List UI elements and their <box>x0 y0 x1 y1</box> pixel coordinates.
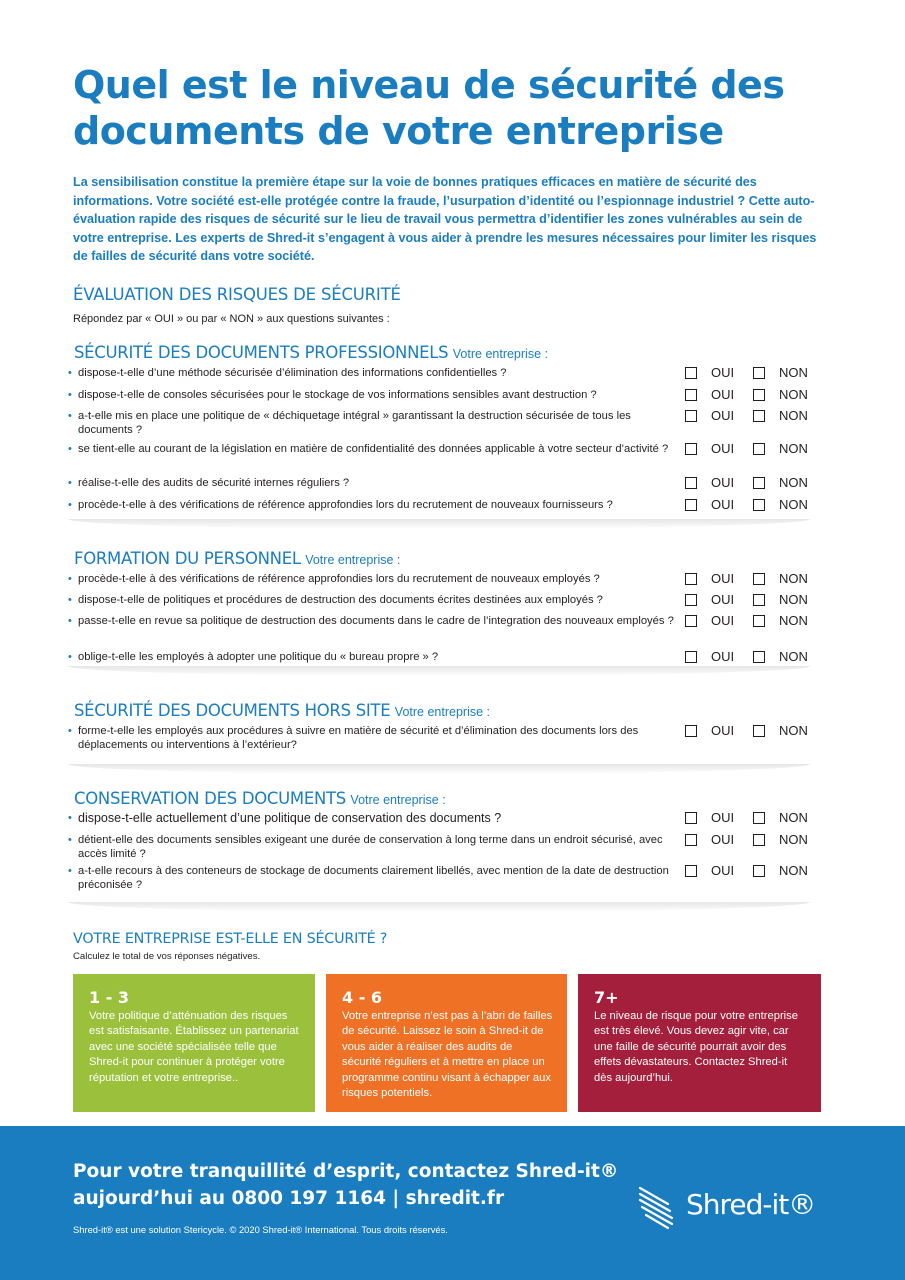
no-label: NON <box>779 365 808 380</box>
yes-checkbox[interactable] <box>685 812 697 824</box>
score-card-low <box>73 974 315 1112</box>
yes-checkbox[interactable] <box>685 499 697 511</box>
section-document-retention <box>68 789 810 912</box>
no-checkbox[interactable] <box>753 812 765 824</box>
page-title: Quel est le niveau de sécurité des documents de votre entreprise <box>73 63 785 153</box>
bullet: • <box>68 410 72 422</box>
section-divider <box>68 519 810 529</box>
yes-label: OUI <box>711 497 735 512</box>
question-text: forme-t-elle les employés aux procédures à suivre en matière de sécurité et d’élimination des documents lors des déplacements ou interventions à l’extérieur? <box>78 725 639 751</box>
section-header <box>74 549 400 569</box>
legal-notice: Shred-it® est une solution Stericycle. © 2020 Shred-it® International. Tous droits réservés. <box>73 1224 448 1235</box>
question-text: dispose-t-elle d’une méthode sécurisée d’élimination des informations confidentielles ? <box>78 367 507 379</box>
section-suffix: Votre entreprise : <box>394 705 490 719</box>
yes-checkbox[interactable] <box>685 615 697 627</box>
intro-paragraph: La sensibilisation constitue la première étape sur la voie de bonnes pratiques efficaces en matière de sécurité des informations. Votre société est-elle protégée contre la fraude, l’usurpation d’identité ou l’espionnage industriel ? Cette auto-évaluation rapide des risques de sécurité sur le lieu de travail vous permettra d’identifier les zones vulnérables au sein de votre entreprise. Les experts de Shred-it s’engagent à vous aider à prendre les mesures nécessaires pour limiter les risques de failles de sécurité dans votre société. <box>73 175 817 263</box>
score-description: Votre entreprise n’est pas à l’abri de failles de sécurité. Laissez le soin à Shred-it de vous aider à réaliser des audits de sécurité réguliers et à mettre en place un programme continu visant à échapper aux risques potentiels. <box>342 1010 553 1100</box>
yes-checkbox[interactable] <box>685 651 697 663</box>
bullet: • <box>68 573 72 585</box>
no-label: NON <box>779 387 808 402</box>
evaluation-instruction: Répondez par « OUI » ou par « NON » aux questions suivantes : <box>73 313 390 325</box>
question-text: oblige-t-elle les employés à adopter une politique du « bureau propre » ? <box>78 651 439 663</box>
no-checkbox[interactable] <box>753 477 765 489</box>
question-text: réalise-t-elle des audits de sécurité internes réguliers ? <box>78 477 350 489</box>
no-label: NON <box>779 649 808 664</box>
section-title: SÉCURITÉ DES DOCUMENTS PROFESSIONNELS <box>74 343 449 362</box>
bullet: • <box>68 477 72 489</box>
question-text: dispose-t-elle de consoles sécurisées pour le stockage de vos informations sensibles avant destruction ? <box>78 389 597 401</box>
no-checkbox[interactable] <box>753 865 765 877</box>
score-range: 7+ <box>594 988 619 1007</box>
no-checkbox[interactable] <box>753 594 765 606</box>
yes-checkbox[interactable] <box>685 367 697 379</box>
section-header <box>74 789 446 809</box>
bullet: • <box>68 812 72 824</box>
no-label: NON <box>779 441 808 456</box>
yes-checkbox[interactable] <box>685 477 697 489</box>
yes-label: OUI <box>711 408 735 423</box>
section-suffix: Votre entreprise : <box>452 347 548 361</box>
shred-it-logo <box>638 1184 838 1234</box>
bullet: • <box>68 389 72 401</box>
yes-label: OUI <box>711 592 735 607</box>
section-title: SÉCURITÉ DES DOCUMENTS HORS SITE <box>74 701 391 720</box>
section-title: CONSERVATION DES DOCUMENTS <box>74 789 346 808</box>
no-checkbox[interactable] <box>753 499 765 511</box>
shred-it-stripes-icon <box>638 1184 684 1230</box>
yes-label: OUI <box>711 649 735 664</box>
section-suffix: Votre entreprise : <box>305 553 401 567</box>
yes-checkbox[interactable] <box>685 389 697 401</box>
bullet: • <box>68 651 72 663</box>
contact-cta <box>73 1158 633 1212</box>
no-label: NON <box>779 810 808 825</box>
no-label: NON <box>779 723 808 738</box>
cta-line-1: Pour votre tranquillité d’esprit, contactez Shred-it® <box>73 1161 619 1182</box>
logo-wordmark: Shred-it® <box>686 1188 816 1221</box>
section-staff-training <box>68 549 810 676</box>
yes-label: OUI <box>711 365 735 380</box>
bullet: • <box>68 834 72 846</box>
no-checkbox[interactable] <box>753 367 765 379</box>
section-suffix: Votre entreprise : <box>350 793 446 807</box>
score-card-high <box>578 974 821 1112</box>
footer-banner <box>0 1126 905 1280</box>
question-text: a-t-elle mis en place une politique de « déchiquetage intégral » garantissant la destruction sécurisée de tous les documents ? <box>78 410 631 436</box>
no-label: NON <box>779 863 808 878</box>
no-label: NON <box>779 592 808 607</box>
no-checkbox[interactable] <box>753 615 765 627</box>
no-checkbox[interactable] <box>753 410 765 422</box>
no-label: NON <box>779 408 808 423</box>
no-checkbox[interactable] <box>753 651 765 663</box>
no-label: NON <box>779 571 808 586</box>
yes-label: OUI <box>711 863 735 878</box>
yes-label: OUI <box>711 387 735 402</box>
yes-checkbox[interactable] <box>685 573 697 585</box>
yes-label: OUI <box>711 832 735 847</box>
section-header <box>74 343 548 363</box>
score-range: 1 - 3 <box>89 988 130 1007</box>
no-checkbox[interactable] <box>753 834 765 846</box>
question-text: passe-t-elle en revue sa politique de destruction des documents dans le cadre de l’integration des nouveaux employés ? <box>78 615 674 627</box>
bullet: • <box>68 865 72 877</box>
yes-checkbox[interactable] <box>685 410 697 422</box>
yes-checkbox[interactable] <box>685 725 697 737</box>
yes-label: OUI <box>711 723 735 738</box>
bullet: • <box>68 615 72 627</box>
yes-label: OUI <box>711 613 735 628</box>
no-label: NON <box>779 613 808 628</box>
yes-label: OUI <box>711 441 735 456</box>
yes-checkbox[interactable] <box>685 865 697 877</box>
no-checkbox[interactable] <box>753 443 765 455</box>
yes-checkbox[interactable] <box>685 443 697 455</box>
score-range: 4 - 6 <box>342 988 383 1007</box>
bullet: • <box>68 367 72 379</box>
cta-line-2: aujourd’hui au 0800 197 1164 | shredit.fr <box>73 1188 505 1209</box>
no-label: NON <box>779 497 808 512</box>
no-label: NON <box>779 832 808 847</box>
section-title: FORMATION DU PERSONNEL <box>74 549 301 568</box>
question-text: procède-t-elle à des vérifications de référence approfondies lors du recrutement de nouveaux employés ? <box>78 573 600 585</box>
bullet: • <box>68 499 72 511</box>
evaluation-title: ÉVALUATION DES RISQUES DE SÉCURITÉ <box>73 285 401 304</box>
no-label: NON <box>779 475 808 490</box>
section-header <box>74 701 490 721</box>
score-description: Le niveau de risque pour votre entreprise est très élevé. Vous devez agir vite, car une faille de sécurité pourrait avoir des effets dévastateurs. Contactez Shred-it dès aujourd’hui. <box>594 1010 798 1084</box>
question-text: procède-t-elle à des vérifications de référence approfondies lors du recrutement de nouveaux fournisseurs ? <box>78 499 613 511</box>
yes-checkbox[interactable] <box>685 834 697 846</box>
yes-label: OUI <box>711 571 735 586</box>
score-card-medium <box>326 974 567 1112</box>
section-professional-documents <box>68 343 810 529</box>
bullet: • <box>68 725 72 737</box>
question-text: dispose-t-elle de politiques et procédures de destruction des documents écrites destinées aux employés ? <box>78 594 603 606</box>
score-description: Votre politique d’atténuation des risques est satisfaisante. Établissez un partenariat avec une société spécialisée telle que Shred-it pour continuer à protéger votre réputation et votre entreprise.. <box>89 1010 299 1084</box>
yes-checkbox[interactable] <box>685 594 697 606</box>
yes-label: OUI <box>711 475 735 490</box>
section-divider <box>68 666 810 676</box>
no-checkbox[interactable] <box>753 389 765 401</box>
question-text: a-t-elle recours à des conteneurs de stockage de documents clairement libellés, avec mention de la date de destruction préconisée ? <box>78 865 669 891</box>
bullet: • <box>68 594 72 606</box>
question-text: détient-elle des documents sensibles exigeant une durée de conservation à long terme dans un endroit sécurisé, avec accès limité ? <box>78 834 663 860</box>
section-divider <box>68 764 810 774</box>
section-offsite-documents <box>68 701 810 774</box>
no-checkbox[interactable] <box>753 725 765 737</box>
question-text: se tient-elle au courant de la législation en matière de confidentialité des données applicable à votre secteur d’activité ? <box>78 443 669 455</box>
no-checkbox[interactable] <box>753 573 765 585</box>
section-divider <box>68 902 810 912</box>
bullet: • <box>68 443 72 455</box>
result-title: VOTRE ENTREPRISE EST-ELLE EN SÉCURITÉ ? <box>73 931 388 947</box>
yes-label: OUI <box>711 810 735 825</box>
question-text: dispose-t-elle actuellement d’une politique de conservation des documents ? <box>78 811 502 825</box>
result-subtitle: Calculez le total de vos réponses négatives. <box>73 951 261 962</box>
